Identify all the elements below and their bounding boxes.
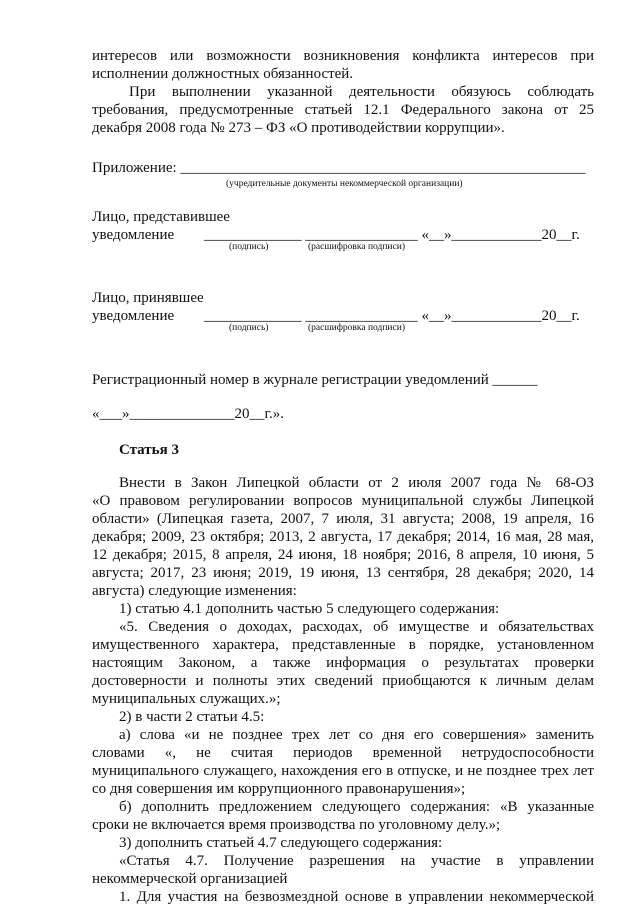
submitter-label-line2: уведомление xyxy=(92,227,175,243)
list-item: 3) дополнить статьей 4.7 следующего содержания: xyxy=(119,835,443,851)
text-line: «5. Сведения о доходах, расходах, об имуществе и обязательствах xyxy=(119,619,594,635)
signature-caption: (подпись) xyxy=(229,323,269,333)
receiver-label-line2: уведомление xyxy=(92,308,175,324)
text-line: сроки не включается время производства по уголовному делу.»; xyxy=(92,817,501,833)
text-line: муниципальных служащих.»; xyxy=(92,691,281,707)
text-line: со дня совершения им коррупционного правонарушения»; xyxy=(92,781,466,797)
article-heading: Статья 3 xyxy=(119,442,179,458)
text-line: требования, предусмотренные статьей 12.1 Федерального закона от 25 xyxy=(92,102,594,118)
text-line: муниципального служащего, нахождения его в отпуске, и не позднее трех лет xyxy=(92,763,594,779)
text-line: При выполнении указанной деятельности обязуюсь соблюдать xyxy=(129,84,594,100)
text-line: некоммерческой организацией xyxy=(92,871,288,887)
text-line: настоящим Законом, а также информация о результатах проверки xyxy=(92,655,594,671)
signature-caption: (подпись) xyxy=(229,242,269,252)
list-item: 1) статью 4.1 дополнить частью 5 следующего содержания: xyxy=(119,601,500,617)
text-line: 1. Для участия на безвозмездной основе в управлении некоммерческой xyxy=(119,889,594,905)
list-item: 2) в части 2 статьи 4.5: xyxy=(119,709,265,725)
text-line: 12 декабря; 2015, 8 апреля, 24 июня, 18 ноября; 2016, 8 апреля, 10 июня, 5 xyxy=(92,547,594,563)
attachment-note: (учредительные документы некоммерческой организации) xyxy=(226,179,463,189)
submitter-label-line1: Лицо, представившее xyxy=(92,209,230,225)
text-line: декабря 2008 года № 273 – ФЗ «О противодействии коррупции». xyxy=(92,120,505,136)
decode-caption: (расшифровка подписи) xyxy=(308,323,405,333)
text-line: августа; 2017, 23 июня; 2019, 19 июня, 13 сентября, 28 декабря; 2020, 14 xyxy=(92,565,594,581)
text-line: а) слова «и не позднее трех лет со дня его совершения» заменить xyxy=(119,727,594,743)
receiver-signature-blanks: _____________ _______________ «__»____________20__г. xyxy=(204,308,580,324)
text-line: августа) следующие изменения: xyxy=(92,583,297,599)
text-line: «О правовом регулировании вопросов муниципальной службы Липецкой xyxy=(92,493,594,509)
receiver-label-line1: Лицо, принявшее xyxy=(92,290,204,306)
text-line: исполнении должностных обязанностей. xyxy=(92,66,354,82)
decode-caption: (расшифровка подписи) xyxy=(308,242,405,252)
text-line: интересов или возможности возникновения конфликта интересов при xyxy=(92,48,594,64)
text-line: «Статья 4.7. Получение разрешения на участие в управлении xyxy=(119,853,594,869)
text-line: б) дополнить предложением следующего содержания: «В указанные xyxy=(119,799,594,815)
registration-line: Регистрационный номер в журнале регистрации уведомлений ______ xyxy=(92,372,538,388)
text-line: декабря; 2009, 23 октября; 2013, 2 августа, 17 декабря; 2014, 16 мая, 28 мая, xyxy=(92,529,594,545)
text-line: достоверности и полноты этих сведений приобщаются к личным делам xyxy=(92,673,594,689)
submitter-signature-blanks: _____________ _______________ «__»____________20__г. xyxy=(204,227,580,243)
registration-date: «___»______________20__г.». xyxy=(92,406,284,422)
text-line: имущественного характера, представленные в порядке, установленном xyxy=(92,637,594,653)
text-line: области» (Липецкая газета, 2007, 7 июля, 31 августа; 2008, 19 апреля, 16 xyxy=(92,511,594,527)
text-line: словами «, не считая периодов временной нетрудоспособности xyxy=(92,745,594,761)
attachment-label: Приложение: ______________________________________________________ xyxy=(92,160,586,176)
text-line: Внести в Закон Липецкой области от 2 июля 2007 года № 68-ОЗ xyxy=(119,475,594,491)
